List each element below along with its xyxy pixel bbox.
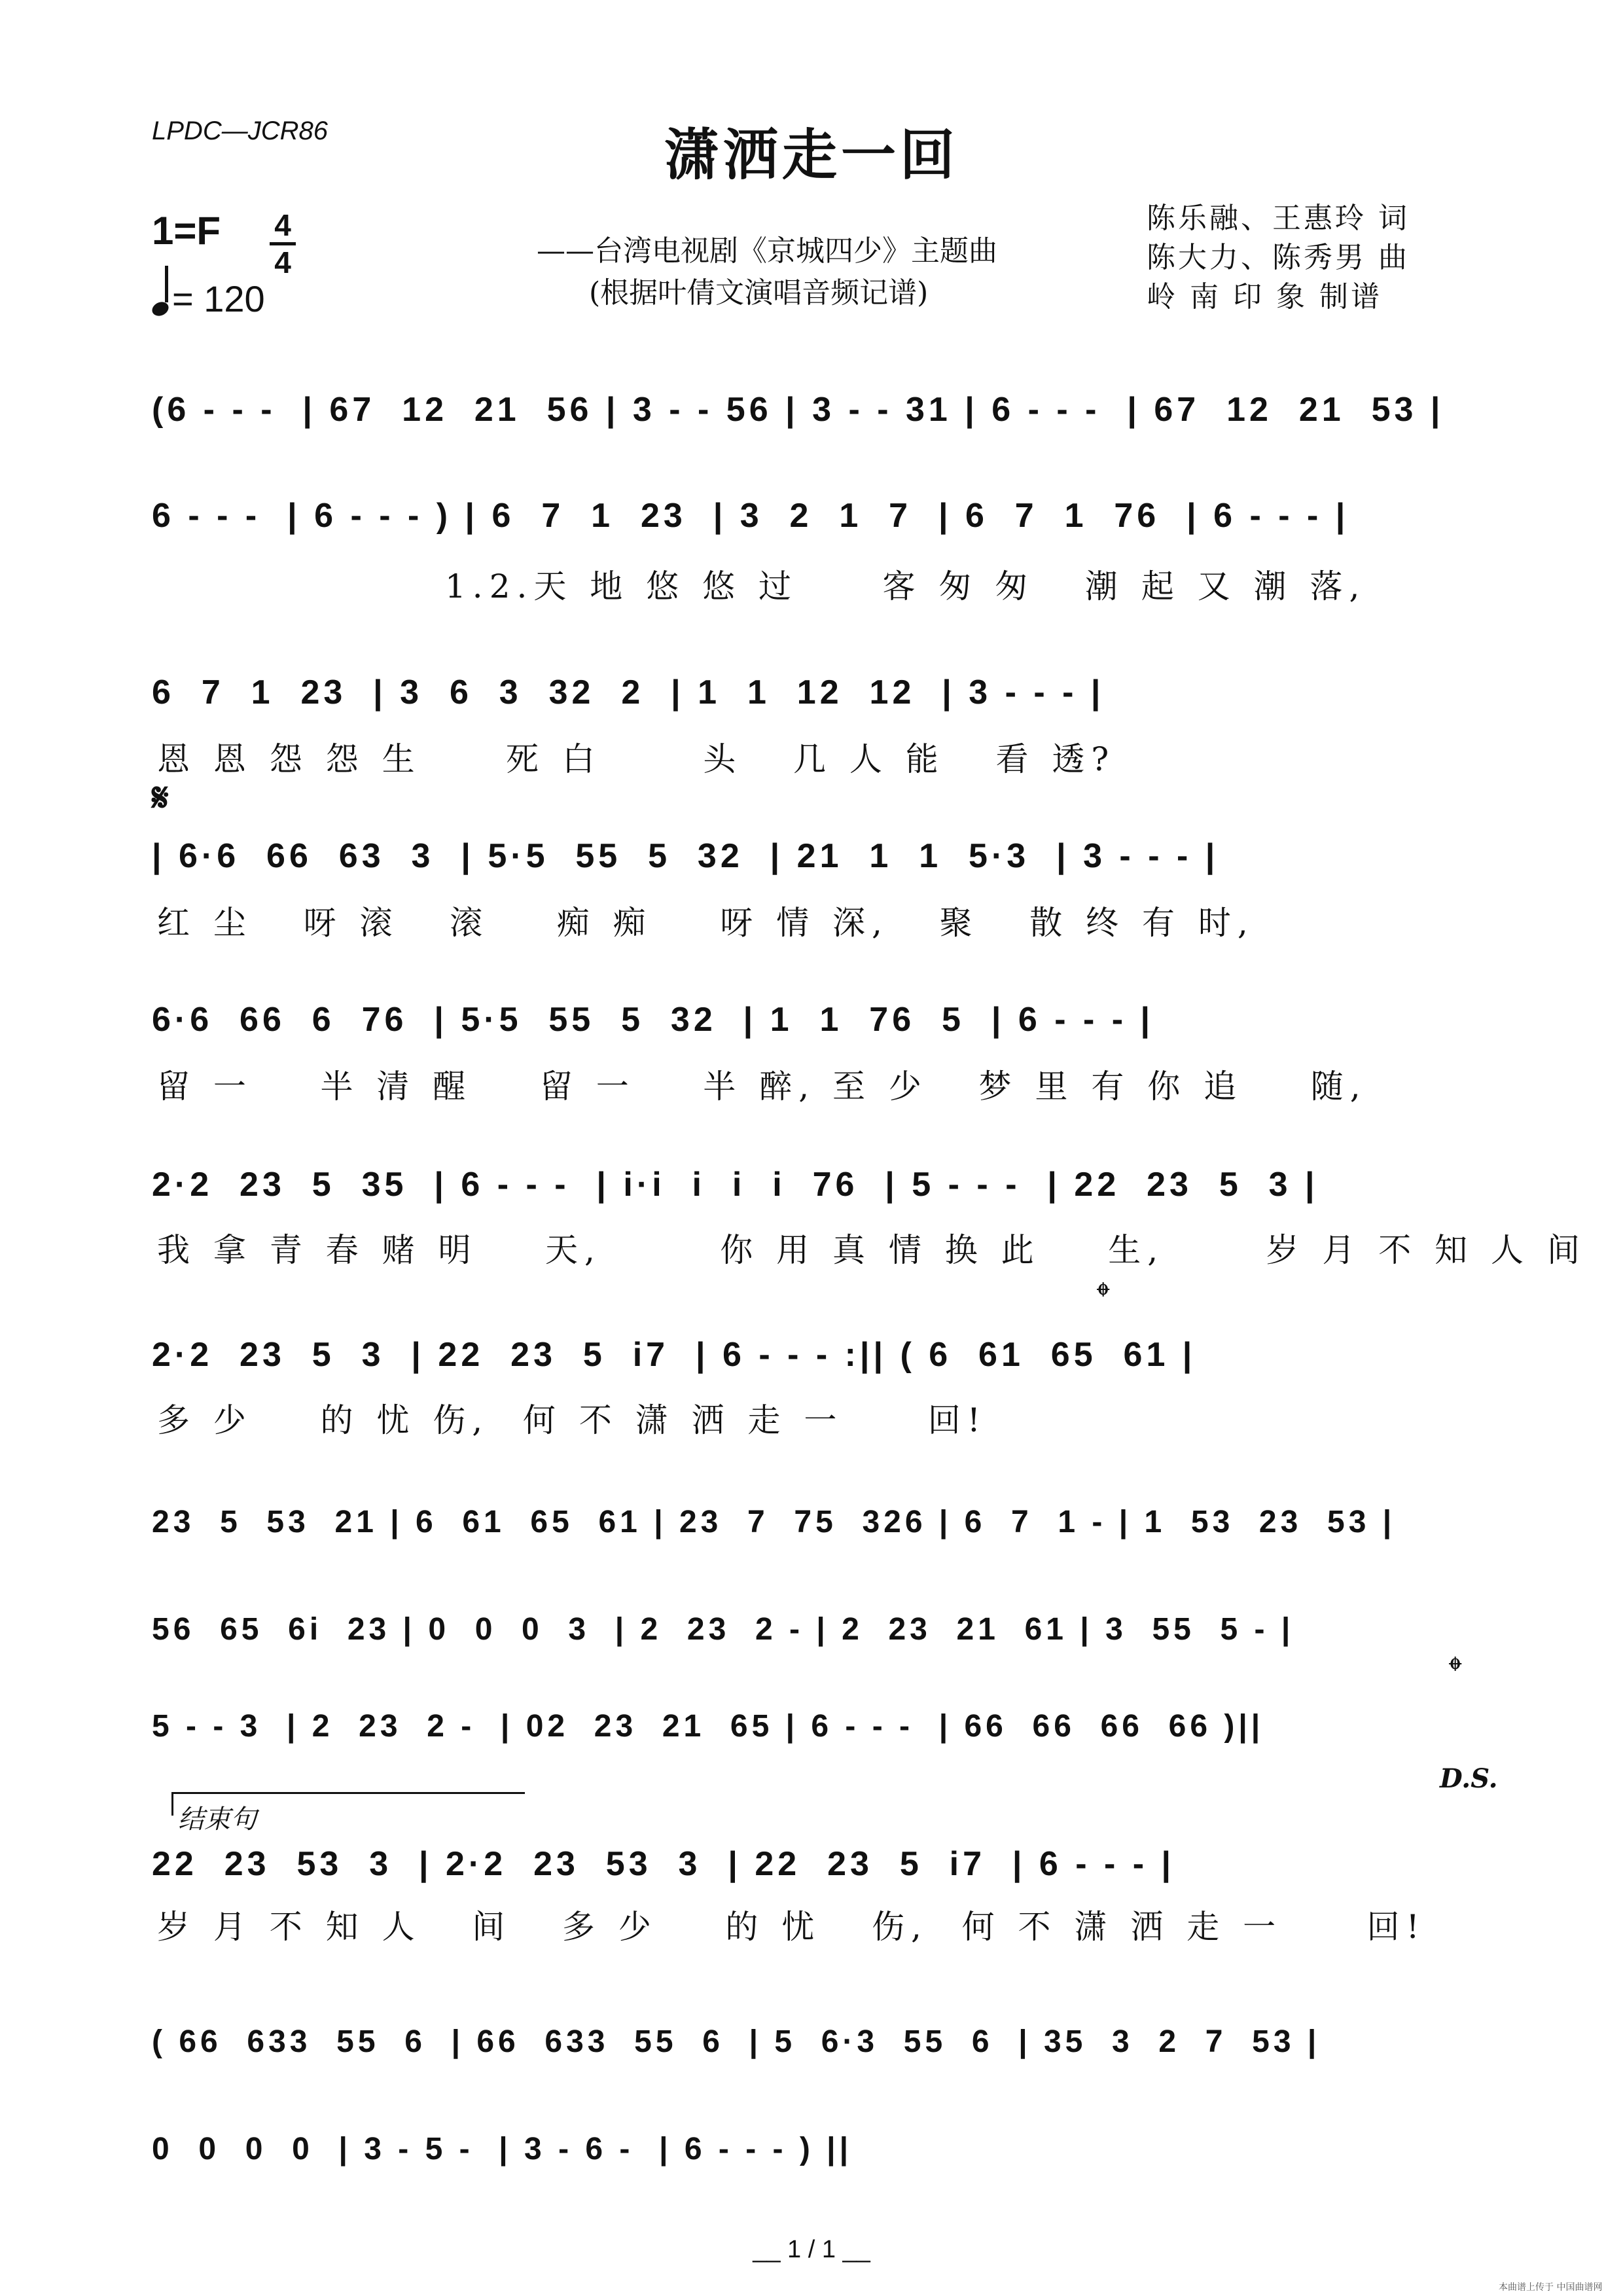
- page-number: __ 1 / 1 __: [753, 2236, 870, 2263]
- time-bottom: 4: [274, 245, 291, 279]
- score-code: LPDC—JCR86: [152, 117, 328, 145]
- notation-row-11: 22 23 53 3 | 2·2 23 53 3 | 22 23 5 i7 | 6 - - - |: [152, 1845, 1175, 1883]
- ending-bracket-tick: [171, 1792, 173, 1816]
- notation-row-3: 6 7 1 23 | 3 6 3 32 2 | 1 1 12 12 | 3 - - - |: [152, 673, 1105, 711]
- credit-notation: 岭 南 印 象 制谱: [1147, 280, 1382, 314]
- credit-music: 陈大力、陈秀男 曲: [1147, 241, 1410, 274]
- song-title: 潇洒走一回: [664, 122, 959, 187]
- notation-row-6: 2·2 23 5 35 | 6 - - - | i·i i i i 76 | 5 - - - | 22 23 5 3 |: [152, 1166, 1319, 1204]
- lyrics-line-1: 1.2.天 地 悠 悠 过 客 匆 匆 潮 起 又 潮 落,: [445, 567, 1366, 605]
- credit-lyrics: 陈乐融、王惠玲 词: [1147, 202, 1410, 235]
- notation-row-5: 6·6 66 6 76 | 5·5 55 5 32 | 1 1 76 5 | 6 - - - |: [152, 1001, 1154, 1039]
- lyrics-line-7: 岁 月 不 知 人 间 多 少 的 忧 伤, 何 不 潇 洒 走 一 回!: [157, 1908, 1426, 1946]
- notation-row-8: 23 5 53 21 | 6 61 65 61 | 23 7 75 326 | 6 7 1 - | 1 53 23 53 |: [152, 1505, 1396, 1539]
- notation-row-7: 2·2 23 5 3 | 22 23 5 i7 | 6 - - - :|| ( 6 61 65 61 |: [152, 1336, 1196, 1374]
- watermark: 本曲谱上传于 中国曲谱网: [1499, 2282, 1603, 2293]
- lyrics-line-2: 恩 恩 怨 怨 生 死 白 头 几 人 能 看 透?: [157, 740, 1116, 778]
- lyrics-line-6: 多 少 的 忧 伤, 何 不 潇 洒 走 一 回!: [157, 1401, 987, 1439]
- notation-row-4: | 6·6 66 63 3 | 5·5 55 5 32 | 21 1 1 5·3 | 3 - - - |: [152, 837, 1219, 875]
- ending-bracket: [171, 1792, 525, 1794]
- credits: [1147, 194, 1410, 322]
- lyrics-line-4: 留 一 半 清 醒 留 一 半 醉, 至 少 梦 里 有 你 追 随,: [157, 1067, 1367, 1105]
- ds-mark: D.S.: [1440, 1763, 1498, 1794]
- subtitle-line-1: ——台湾电视剧《京城四少》主题曲: [537, 234, 997, 268]
- tempo-value: = 120: [172, 278, 265, 319]
- lyrics-line-5: 我 拿 青 春 赌 明 天, 你 用 真 情 换 此 生, 岁 月 不 知 人 间: [157, 1231, 1586, 1269]
- subtitle-line-2: (根据叶倩文演唱音频记谱): [589, 276, 929, 310]
- notation-row-13: 0 0 0 0 | 3 - 5 - | 3 - 6 - | 6 - - - ) ||: [152, 2132, 853, 2166]
- notation-row-10: 5 - - 3 | 2 23 2 - | 02 23 21 65 | 6 - - - | 66 66 66 66 )||: [152, 1709, 1264, 1744]
- lyrics-line-3: 红 尘 呀 滚 滚 痴 痴 呀 情 深, 聚 散 终 有 时,: [157, 904, 1255, 942]
- time-signature: [270, 209, 296, 278]
- notation-row-9: 56 65 6i 23 | 0 0 0 3 | 2 23 2 - | 2 23 21 61 | 3 55 5 - |: [152, 1612, 1294, 1647]
- notation-row-2: 6 - - - | 6 - - - ) | 6 7 1 23 | 3 2 1 7 | 6 7 1 76 | 6 - - - |: [152, 497, 1349, 535]
- subtitle: [537, 230, 997, 314]
- coda-icon-2: 𝄌: [1449, 1649, 1462, 1692]
- time-top: 4: [274, 208, 291, 242]
- notation-row-12: ( 66 633 55 6 | 66 633 55 6 | 5 6·3 55 6 | 35 3 2 7 53 |: [152, 2024, 1321, 2059]
- ending-label: 结束句: [178, 1804, 257, 1835]
- notation-row-1: (6 - - - | 67 12 21 56 | 3 - - 56 | 3 - - 31 | 6 - - - | 67 12 21 53 |: [152, 391, 1444, 429]
- segno-icon: 𝄋: [152, 775, 169, 821]
- tempo: [152, 275, 265, 320]
- key-signature: 1=F: [152, 209, 221, 253]
- coda-icon: 𝄌: [1097, 1275, 1110, 1318]
